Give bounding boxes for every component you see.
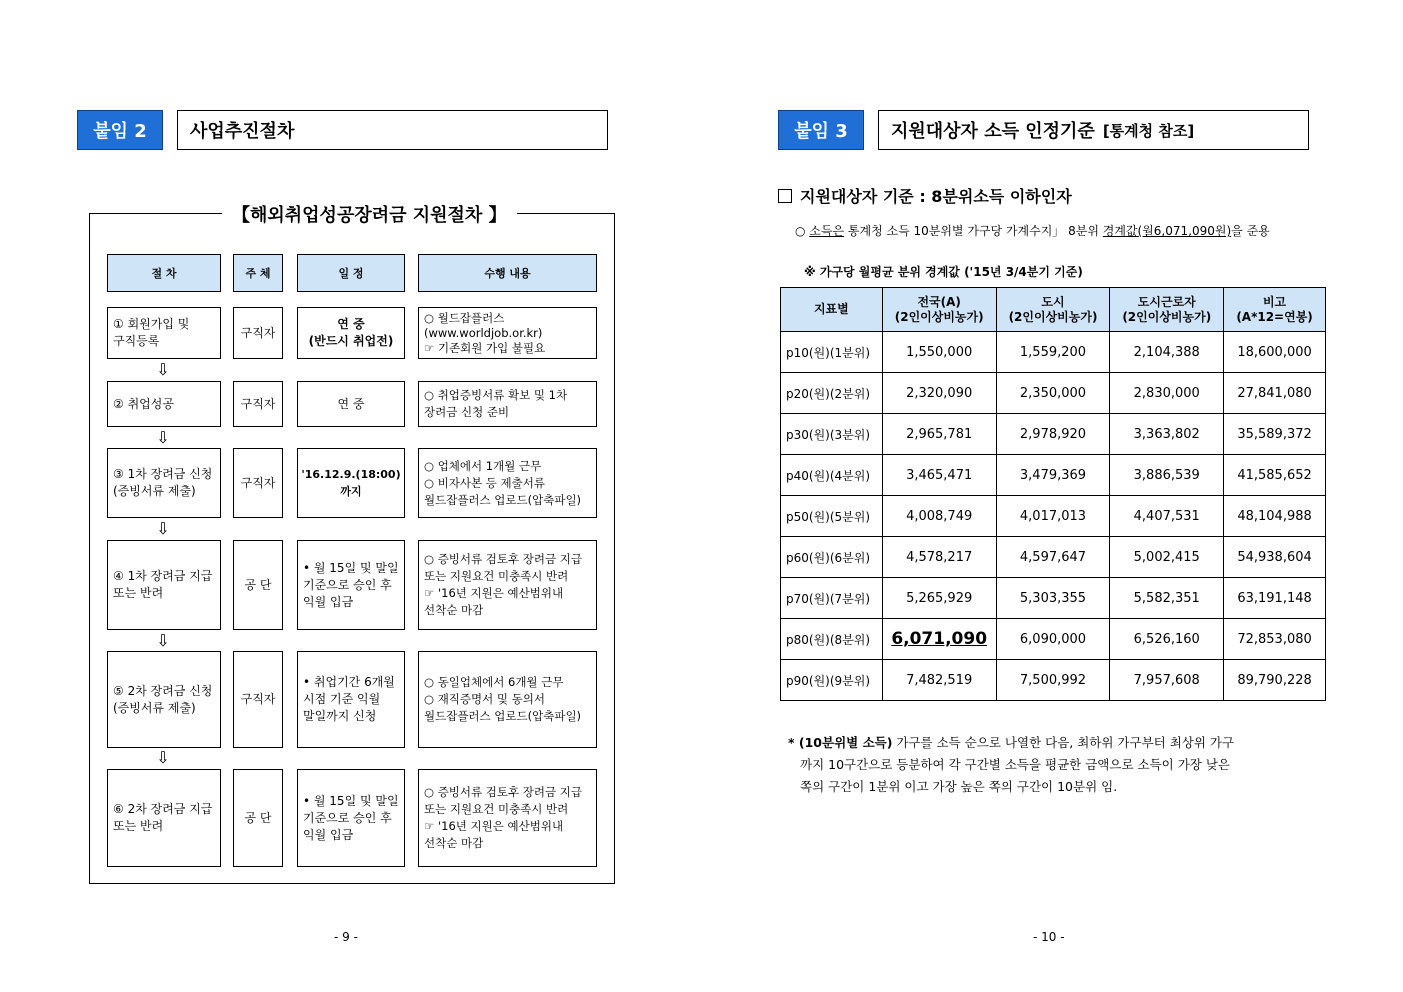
table-cell: 4,578,217	[882, 537, 996, 578]
table-header: 전국(A) (2인이상비농가)	[882, 288, 996, 332]
table-header: 도시 (2인이상비농가)	[996, 288, 1110, 332]
table-cell: 48,104,988	[1224, 496, 1326, 537]
table-cell: 63,191,148	[1224, 578, 1326, 619]
table-cell: 6,526,160	[1110, 619, 1224, 660]
step-5-actor	[233, 651, 283, 748]
table-cell: 4,407,531	[1110, 496, 1224, 537]
down-arrow-icon: ⇩	[156, 428, 170, 447]
step-6-actor-text: 공 단	[244, 810, 272, 825]
table-row	[781, 414, 1326, 455]
income-note-suffix: 을 준용	[1231, 224, 1270, 238]
table-cell: 2,965,781	[882, 414, 996, 455]
step-1-actor	[233, 307, 283, 359]
table-cell: 54,938,604	[1224, 537, 1326, 578]
section-title-right-suffix: [통계청 참조]	[1102, 121, 1195, 140]
table-row	[781, 496, 1326, 537]
table-cell: 4,597,647	[996, 537, 1110, 578]
step-1-name	[107, 307, 221, 359]
step-1-content	[418, 307, 597, 359]
table-cell: 2,978,920	[996, 414, 1110, 455]
table-cell: 41,585,652	[1224, 455, 1326, 496]
step-3-name-text: ③ 1차 장려금 신청 (증빙서류 제출)	[113, 467, 213, 498]
table-cell: 2,830,000	[1110, 373, 1224, 414]
income-note	[795, 222, 1270, 239]
step-3-name	[107, 448, 221, 518]
step-5-content-text: ○ 동일업체에서 6개월 근무 ○ 재직증명서 및 동의서 월드잡플러스 업로드(압축파일)	[424, 675, 582, 723]
step-6-name-text: ⑥ 2차 장려금 지급 또는 반려	[113, 802, 213, 833]
table-cell: 5,582,351	[1110, 578, 1224, 619]
step-2-name	[107, 381, 221, 427]
down-arrow-icon: ⇩	[156, 748, 170, 767]
section-title-right-text: 지원대상자 소득 인정기준	[891, 121, 1095, 142]
step-4-content-text: ○ 증빙서류 검토후 장려금 지급 또는 지원요건 미충족시 반려 ☞ '16년 지원은 예산범위내 선착순 마감	[424, 552, 582, 617]
step-6-actor	[233, 769, 283, 867]
table-cell: 72,853,080	[1224, 619, 1326, 660]
section-title-left-text: 사업추진절차	[190, 121, 295, 142]
row-label: p90(원)(9분위)	[781, 660, 883, 701]
footnote-line-1	[788, 732, 1333, 754]
step-5-content	[418, 651, 597, 748]
table-row-highlight	[781, 619, 1326, 660]
page-number-right: - 10 -	[1033, 930, 1065, 944]
table-cell: 2,104,388	[1110, 332, 1224, 373]
step-5-schedule-text: • 취업기간 6개월 시점 기준 익월 말일까지 신청	[303, 675, 395, 723]
step-2-content-text: ○ 취업증빙서류 확보 및 1차 장려금 신청 준비	[424, 388, 568, 419]
row-label: p40(원)(4분위)	[781, 455, 883, 496]
table-cell: 5,265,929	[882, 578, 996, 619]
step-1-actor-text: 구직자	[240, 325, 276, 340]
income-note-mid: 통계청 소득 10분위별 가구당 가계수지」 8분위	[844, 224, 1103, 238]
row-label: p10(원)(1분위)	[781, 332, 883, 373]
footnote-bold: * (10분위별 소득)	[788, 735, 893, 750]
section-badge-right: 붙임 3	[778, 110, 864, 150]
income-table	[780, 287, 1326, 701]
table-cell: 4,008,749	[882, 496, 996, 537]
step-1-content-text: ○ 월드잡플러스 (www.worldjob.or.kr) ☞ 기존회원 가입 불필요	[424, 310, 546, 355]
step-3-actor-text: 구직자	[240, 475, 276, 490]
income-note-u1: 소득은	[809, 224, 845, 238]
step-5-actor-text: 구직자	[240, 692, 276, 706]
table-cell: 3,465,471	[882, 455, 996, 496]
table-cell: 18,600,000	[1224, 332, 1326, 373]
income-note-u2: 경계값(월6,071,090원)	[1102, 224, 1232, 238]
step-3-schedule-text: '16.12.9.(18:00)까지	[301, 468, 401, 498]
step-2-actor-text: 구직자	[240, 396, 276, 411]
step-4-name-text: ④ 1차 장려금 지급 또는 반려	[113, 569, 213, 600]
table-cell: 4,017,013	[996, 496, 1110, 537]
footnote-line-1-text: 가구를 소득 순으로 나열한 다음, 최하위 가구부터 최상위 가구	[892, 735, 1235, 750]
header-content: 수행 내용	[418, 254, 597, 292]
row-label: p60(원)(6분위)	[781, 537, 883, 578]
step-5-name	[107, 651, 221, 748]
step-2-name-text: ② 취업성공	[113, 396, 174, 411]
header-actor: 주 체	[233, 254, 283, 292]
step-4-schedule-text: • 월 15일 및 말일 기준으로 승인 후 익월 입금	[303, 560, 399, 609]
step-4-schedule	[297, 540, 405, 630]
table-cell: 3,479,369	[996, 455, 1110, 496]
table-caption: ※ 가구당 월평균 분위 경계값 ('15년 3/4분기 기준)	[804, 265, 1083, 279]
step-2-actor	[233, 381, 283, 427]
down-arrow-icon: ⇩	[156, 360, 170, 379]
table-row	[781, 455, 1326, 496]
step-3-content	[418, 448, 597, 518]
table-header: 도시근로자 (2인이상비농가)	[1110, 288, 1224, 332]
step-5-name-text: ⑤ 2차 장려금 신청 (증빙서류 제출)	[113, 683, 213, 715]
table-cell: 2,350,000	[996, 373, 1110, 414]
procedure-frame-title: 【해외취업성공장려금 지원절차 】	[222, 201, 517, 227]
table-cell: 7,957,608	[1110, 660, 1224, 701]
table-cell: 5,303,355	[996, 578, 1110, 619]
step-4-actor	[233, 540, 283, 630]
table-cell: 5,002,415	[1110, 537, 1224, 578]
header-step: 절 차	[107, 254, 221, 292]
table-cell: 7,500,992	[996, 660, 1110, 701]
step-2-schedule-text: 연 중	[337, 396, 365, 411]
table-cell: 1,550,000	[882, 332, 996, 373]
income-note-prefix: ○	[795, 224, 810, 238]
step-6-name	[107, 769, 221, 867]
step-4-name	[107, 540, 221, 630]
step-5-schedule	[297, 651, 405, 748]
checkbox-icon	[778, 189, 792, 203]
down-arrow-icon: ⇩	[156, 631, 170, 650]
step-1-name-text: ① 회원가입 및 구직등록	[113, 317, 190, 348]
row-label: p80(원)(8분위)	[781, 619, 883, 660]
step-6-content	[418, 769, 597, 867]
step-4-content	[418, 540, 597, 630]
step-3-schedule	[297, 448, 405, 518]
step-6-schedule	[297, 769, 405, 867]
table-row	[781, 578, 1326, 619]
row-label: p70(원)(7분위)	[781, 578, 883, 619]
step-3-content-text: ○ 업체에서 1개월 근무 ○ 비자사본 등 제출서류 월드잡플러스 업로드(압축파일)	[424, 458, 582, 507]
table-cell-threshold	[882, 619, 996, 660]
table-cell: 3,886,539	[1110, 455, 1224, 496]
step-3-actor	[233, 448, 283, 518]
step-2-schedule	[297, 381, 405, 427]
section-badge-left: 붙임 2	[77, 110, 163, 150]
page-number-left: - 9 -	[334, 930, 358, 944]
table-cell: 89,790,228	[1224, 660, 1326, 701]
section-title-left	[177, 110, 608, 150]
table-header: 지표별	[781, 288, 883, 332]
threshold-value: 6,071,090	[891, 629, 988, 649]
footnote-line-3: 쪽의 구간이 1분위 이고 가장 높은 쪽의 구간이 10분위 임.	[800, 779, 1118, 794]
table-cell: 1,559,200	[996, 332, 1110, 373]
step-1-schedule-text: 연 중 (반드시 취업전)	[308, 317, 394, 348]
criterion-text: 지원대상자 기준 : 8분위소득 이하인자	[800, 187, 1072, 206]
row-label: p50(원)(5분위)	[781, 496, 883, 537]
header-schedule: 일 정	[297, 254, 405, 292]
table-cell: 6,090,000	[996, 619, 1110, 660]
step-1-schedule	[297, 307, 405, 359]
down-arrow-icon: ⇩	[156, 519, 170, 538]
row-label: p20(원)(2분위)	[781, 373, 883, 414]
table-row	[781, 537, 1326, 578]
step-4-actor-text: 공 단	[244, 577, 272, 592]
section-title-right	[878, 110, 1309, 150]
step-6-schedule-text: • 월 15일 및 말일 기준으로 승인 후 익월 입금	[303, 793, 399, 842]
row-label: p30(원)(3분위)	[781, 414, 883, 455]
table-cell: 27,841,080	[1224, 373, 1326, 414]
step-6-content-text: ○ 증빙서류 검토후 장려금 지급 또는 지원요건 미충족시 반려 ☞ '16년 지원은 예산범위내 선착순 마감	[424, 785, 582, 850]
table-row	[781, 373, 1326, 414]
table-row	[781, 660, 1326, 701]
criterion-heading	[778, 184, 1072, 207]
table-cell: 7,482,519	[882, 660, 996, 701]
table-header: 비고 (A*12=연봉)	[1224, 288, 1326, 332]
table-cell: 3,363,802	[1110, 414, 1224, 455]
table-cell: 35,589,372	[1224, 414, 1326, 455]
footnote	[788, 732, 1333, 798]
footnote-line-2: 까지 10구간으로 등분하여 각 구간별 소득을 평균한 금액으로 소득이 가장 낮은	[800, 757, 1230, 772]
step-2-content	[418, 381, 597, 427]
table-row	[781, 332, 1326, 373]
table-cell: 2,320,090	[882, 373, 996, 414]
